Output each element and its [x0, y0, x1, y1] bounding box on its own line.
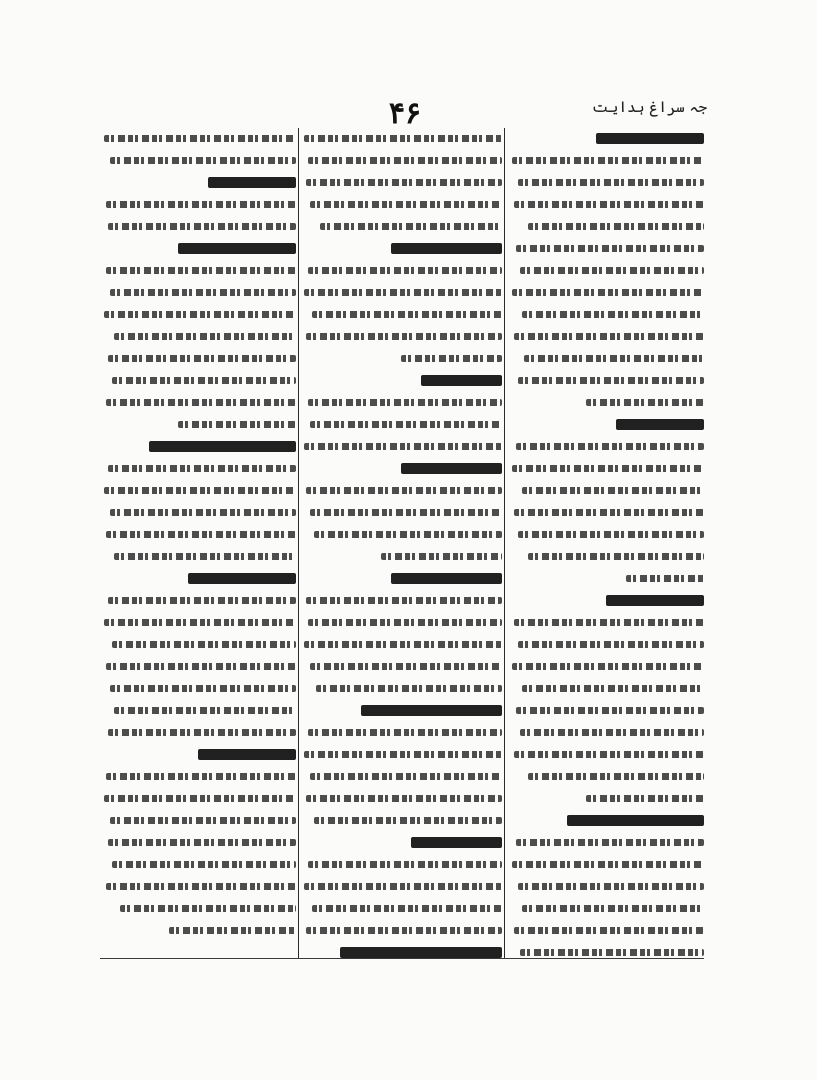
handwriting-ink — [304, 289, 502, 296]
handwriting-ink — [306, 179, 502, 186]
heading-ink — [616, 419, 704, 430]
heading-ink — [208, 177, 296, 188]
handwriting-ink — [522, 685, 704, 692]
entry-heading-line — [100, 744, 296, 765]
handwriting-ink — [524, 355, 704, 362]
text-line — [508, 942, 704, 958]
text-line — [300, 348, 502, 369]
handwriting-ink — [108, 597, 296, 604]
text-line — [508, 326, 704, 347]
handwriting-ink — [312, 905, 502, 912]
entry-heading-line — [300, 942, 502, 958]
handwriting-ink — [110, 157, 296, 164]
handwriting-ink — [316, 685, 502, 692]
handwriting-ink — [516, 443, 704, 450]
text-line — [100, 612, 296, 633]
handwriting-ink — [320, 223, 502, 230]
text-line — [100, 282, 296, 303]
handwriting-ink — [514, 509, 704, 516]
text-line — [300, 502, 502, 523]
text-line — [100, 458, 296, 479]
text-line — [508, 458, 704, 479]
handwriting-ink — [106, 399, 296, 406]
handwriting-ink — [512, 861, 704, 868]
handwriting-ink — [516, 245, 704, 252]
handwriting-ink — [522, 905, 704, 912]
handwriting-ink — [306, 927, 502, 934]
text-line — [508, 194, 704, 215]
handwriting-ink — [586, 795, 704, 802]
handwriting-ink — [308, 619, 502, 626]
text-line — [508, 348, 704, 369]
text-line — [508, 238, 704, 259]
handwriting-ink — [104, 795, 296, 802]
text-line — [100, 546, 296, 567]
page-number: ۴۶ — [388, 96, 422, 131]
entry-heading-line — [300, 700, 502, 721]
text-line — [508, 546, 704, 567]
handwriting-ink — [110, 817, 296, 824]
text-line — [100, 128, 296, 149]
heading-ink — [178, 243, 296, 254]
handwriting-ink — [522, 311, 704, 318]
column-rule — [504, 128, 505, 958]
handwriting-ink — [512, 465, 704, 472]
handwriting-ink — [528, 223, 704, 230]
text-line — [508, 502, 704, 523]
handwriting-ink — [512, 289, 704, 296]
handwriting-ink — [518, 883, 704, 890]
text-column-middle — [300, 128, 502, 958]
text-line — [300, 612, 502, 633]
text-line — [508, 722, 704, 743]
text-line — [300, 590, 502, 611]
handwriting-ink — [314, 531, 502, 538]
handwriting-ink — [310, 773, 502, 780]
handwriting-ink — [110, 685, 296, 692]
heading-ink — [421, 375, 502, 386]
text-line — [508, 524, 704, 545]
handwriting-ink — [306, 597, 502, 604]
entry-heading-line — [300, 568, 502, 589]
handwriting-ink — [108, 465, 296, 472]
text-line — [300, 876, 502, 897]
text-line — [300, 722, 502, 743]
heading-ink — [401, 463, 502, 474]
handwriting-ink — [312, 311, 502, 318]
text-line — [300, 304, 502, 325]
text-line — [508, 634, 704, 655]
handwriting-ink — [304, 641, 502, 648]
text-line — [100, 722, 296, 743]
text-line — [300, 810, 502, 831]
text-line — [508, 436, 704, 457]
text-line — [100, 348, 296, 369]
bottom-rule — [100, 958, 704, 959]
handwriting-ink — [314, 817, 502, 824]
handwriting-ink — [514, 751, 704, 758]
text-line — [508, 392, 704, 413]
text-line — [100, 194, 296, 215]
handwriting-ink — [106, 267, 296, 274]
text-line — [300, 392, 502, 413]
handwriting-ink — [310, 201, 502, 208]
handwriting-ink — [516, 707, 704, 714]
text-line — [100, 832, 296, 853]
text-line — [100, 260, 296, 281]
text-line — [300, 898, 502, 919]
entry-heading-line — [508, 128, 704, 149]
handwriting-ink — [522, 487, 704, 494]
handwriting-ink — [108, 839, 296, 846]
handwriting-ink — [304, 443, 502, 450]
handwriting-ink — [401, 355, 502, 362]
text-line — [100, 502, 296, 523]
text-line — [100, 480, 296, 501]
handwriting-ink — [104, 311, 296, 318]
text-line — [300, 656, 502, 677]
running-head: جہ سراغ ہدایت — [591, 98, 707, 116]
text-line — [508, 568, 704, 589]
handwriting-ink — [106, 201, 296, 208]
text-line — [300, 744, 502, 765]
text-line — [508, 656, 704, 677]
text-line — [508, 260, 704, 281]
handwriting-ink — [178, 421, 296, 428]
entry-heading-line — [508, 590, 704, 611]
handwriting-ink — [520, 949, 704, 956]
handwriting-ink — [106, 773, 296, 780]
handwriting-ink — [114, 553, 296, 560]
entry-heading-line — [300, 238, 502, 259]
text-line — [100, 590, 296, 611]
text-line — [300, 524, 502, 545]
heading-ink — [188, 573, 296, 584]
text-line — [508, 832, 704, 853]
entry-heading-line — [300, 370, 502, 391]
text-line — [100, 216, 296, 237]
text-line — [100, 766, 296, 787]
text-line — [100, 634, 296, 655]
text-line — [300, 788, 502, 809]
text-line — [300, 216, 502, 237]
text-line — [100, 788, 296, 809]
text-line — [508, 788, 704, 809]
handwriting-ink — [518, 531, 704, 538]
handwriting-ink — [308, 729, 502, 736]
heading-ink — [567, 815, 704, 826]
text-line — [508, 304, 704, 325]
entry-heading-line — [100, 172, 296, 193]
text-line — [300, 436, 502, 457]
text-line — [100, 392, 296, 413]
text-line — [100, 370, 296, 391]
text-line — [508, 370, 704, 391]
heading-ink — [411, 837, 502, 848]
text-line — [508, 854, 704, 875]
text-line — [300, 678, 502, 699]
text-line — [100, 898, 296, 919]
text-line — [508, 700, 704, 721]
text-line — [508, 282, 704, 303]
text-line — [100, 700, 296, 721]
handwriting-ink — [512, 157, 704, 164]
handwriting-ink — [516, 839, 704, 846]
handwriting-ink — [514, 201, 704, 208]
heading-ink — [391, 243, 502, 254]
text-line — [508, 172, 704, 193]
text-line — [300, 282, 502, 303]
handwriting-ink — [310, 421, 502, 428]
handwriting-ink — [104, 487, 296, 494]
text-column-right — [508, 128, 704, 958]
text-line — [300, 546, 502, 567]
handwriting-ink — [106, 663, 296, 670]
entry-heading-line — [300, 832, 502, 853]
entry-heading-line — [300, 458, 502, 479]
handwriting-ink — [518, 641, 704, 648]
handwriting-ink — [112, 641, 296, 648]
handwriting-ink — [108, 355, 296, 362]
handwriting-ink — [114, 707, 296, 714]
handwriting-ink — [114, 333, 296, 340]
handwriting-ink — [304, 751, 502, 758]
text-line — [100, 810, 296, 831]
text-line — [100, 326, 296, 347]
heading-ink — [340, 947, 502, 958]
handwriting-ink — [528, 773, 704, 780]
handwriting-ink — [304, 883, 502, 890]
handwriting-ink — [308, 157, 502, 164]
handwriting-ink — [110, 289, 296, 296]
text-line — [300, 194, 502, 215]
handwriting-ink — [306, 795, 502, 802]
text-line — [300, 766, 502, 787]
handwriting-ink — [106, 883, 296, 890]
text-line — [300, 480, 502, 501]
handwriting-ink — [520, 267, 704, 274]
handwriting-ink — [586, 399, 704, 406]
entry-heading-line — [100, 238, 296, 259]
text-line — [300, 172, 502, 193]
handwriting-ink — [308, 399, 502, 406]
text-line — [100, 678, 296, 699]
handwriting-ink — [306, 333, 502, 340]
text-line — [508, 744, 704, 765]
text-line — [100, 920, 296, 941]
handwriting-ink — [518, 377, 704, 384]
text-line — [100, 854, 296, 875]
text-line — [508, 678, 704, 699]
text-line — [300, 150, 502, 171]
handwriting-ink — [310, 663, 502, 670]
text-line — [300, 128, 502, 149]
text-line — [508, 612, 704, 633]
heading-ink — [606, 595, 704, 606]
entry-heading-line — [100, 568, 296, 589]
handwriting-ink — [304, 135, 502, 142]
handwriting-ink — [110, 509, 296, 516]
handwriting-ink — [104, 135, 296, 142]
text-line — [508, 898, 704, 919]
handwriting-ink — [520, 729, 704, 736]
text-line — [508, 216, 704, 237]
handwriting-ink — [528, 553, 704, 560]
handwriting-ink — [108, 729, 296, 736]
handwriting-ink — [104, 619, 296, 626]
text-line — [100, 656, 296, 677]
text-line — [300, 326, 502, 347]
handwriting-ink — [112, 861, 296, 868]
heading-ink — [596, 133, 704, 144]
column-rule — [298, 128, 299, 958]
text-column-left — [100, 128, 296, 958]
text-line — [100, 524, 296, 545]
entry-heading-line — [100, 436, 296, 457]
heading-ink — [391, 573, 502, 584]
text-line — [508, 480, 704, 501]
text-line — [100, 304, 296, 325]
heading-ink — [361, 705, 502, 716]
text-line — [508, 766, 704, 787]
text-line — [300, 260, 502, 281]
heading-ink — [198, 749, 296, 760]
text-line — [508, 876, 704, 897]
handwriting-ink — [626, 575, 704, 582]
handwriting-ink — [381, 553, 502, 560]
entry-heading-line — [508, 810, 704, 831]
handwriting-ink — [310, 509, 502, 516]
text-line — [100, 414, 296, 435]
handwriting-ink — [108, 223, 296, 230]
text-line — [300, 920, 502, 941]
entry-heading-line — [508, 414, 704, 435]
handwriting-ink — [514, 927, 704, 934]
handwriting-ink — [308, 267, 502, 274]
handwriting-ink — [514, 333, 704, 340]
handwriting-ink — [308, 861, 502, 868]
handwriting-ink — [518, 179, 704, 186]
text-line — [100, 876, 296, 897]
handwriting-ink — [512, 663, 704, 670]
handwriting-ink — [106, 531, 296, 538]
text-line — [508, 150, 704, 171]
text-line — [300, 414, 502, 435]
text-line — [508, 920, 704, 941]
heading-ink — [149, 441, 296, 452]
text-line — [300, 634, 502, 655]
handwriting-ink — [514, 619, 704, 626]
text-line — [100, 150, 296, 171]
handwriting-ink — [120, 905, 296, 912]
handwriting-ink — [169, 927, 296, 934]
handwriting-ink — [306, 487, 502, 494]
text-line — [300, 854, 502, 875]
handwriting-ink — [112, 377, 296, 384]
